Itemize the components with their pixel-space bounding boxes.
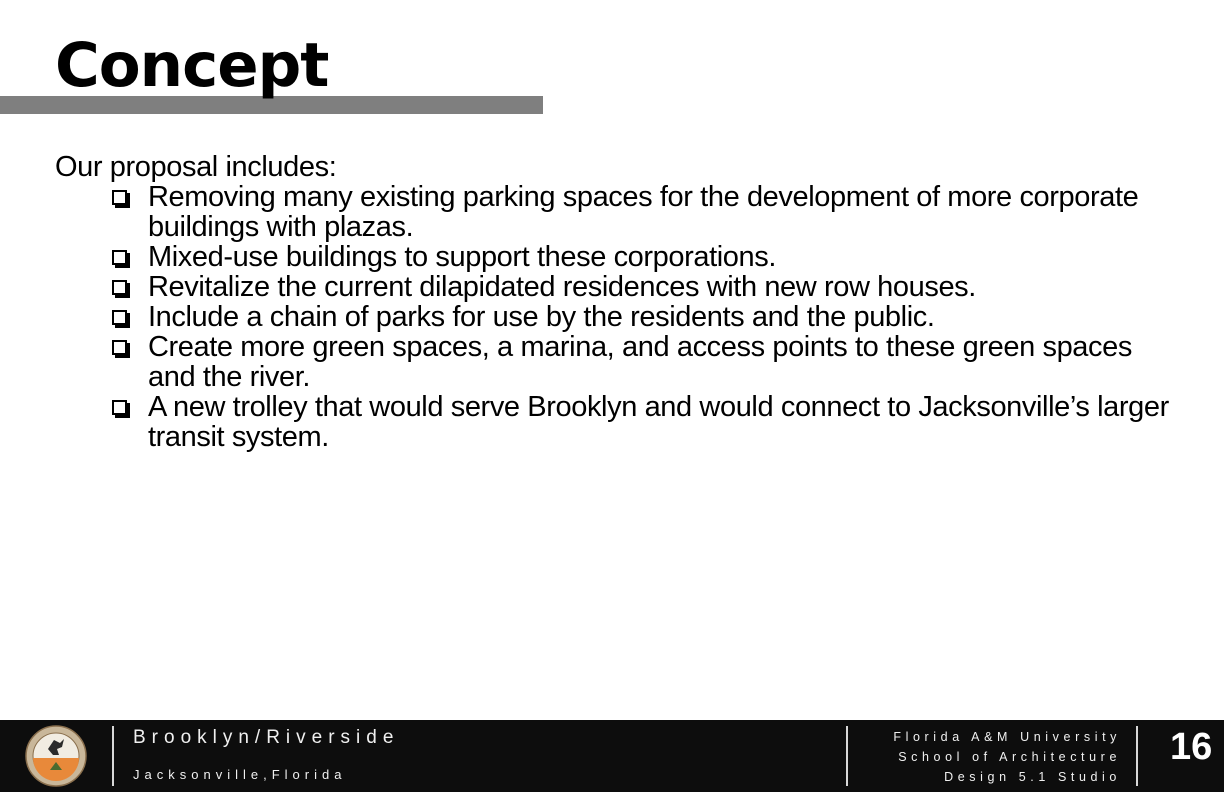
list-item: [112, 302, 1175, 332]
checkbox-bullet-icon: [112, 340, 127, 355]
school-name: School of Architecture: [898, 750, 1121, 764]
list-item-text: Create more green spaces, a marina, and access points to these green spaces and the river.: [148, 331, 1132, 393]
list-item: [112, 182, 1175, 242]
list-item: [112, 242, 1175, 272]
list-item-text: Removing many existing parking spaces for the development of more corporate buildings with plazas.: [148, 181, 1139, 243]
checkbox-bullet-icon: [112, 250, 127, 265]
list-item: [112, 392, 1175, 452]
intro-text: Our proposal includes:: [55, 151, 337, 183]
list-item-text: Mixed-use buildings to support these corporations.: [148, 241, 777, 273]
project-location: Jacksonville,Florida: [133, 767, 347, 782]
proposal-list: [55, 182, 1175, 452]
university-name: Florida A&M University: [893, 730, 1121, 744]
university-seal-logo: [24, 725, 88, 787]
checkbox-bullet-icon: [112, 400, 127, 415]
project-name: Brooklyn/Riverside: [133, 727, 400, 748]
list-item: [112, 332, 1175, 392]
list-item: [112, 272, 1175, 302]
list-item-text: Revitalize the current dilapidated residences with new row houses.: [148, 271, 976, 303]
footer-bar: [0, 720, 1224, 792]
list-item-text: Include a chain of parks for use by the residents and the public.: [148, 301, 935, 333]
list-item-text: A new trolley that would serve Brooklyn and would connect to Jacksonville’s larger transit system.: [148, 391, 1169, 453]
page-number: 16: [1170, 726, 1213, 768]
slide-body: [55, 152, 1175, 452]
footer-divider: [1136, 726, 1138, 786]
checkbox-bullet-icon: [112, 310, 127, 325]
footer-divider: [846, 726, 848, 786]
checkbox-bullet-icon: [112, 190, 127, 205]
studio-name: Design 5.1 Studio: [944, 770, 1121, 784]
footer-divider: [112, 726, 114, 786]
institution-block: [893, 727, 1121, 787]
checkbox-bullet-icon: [112, 280, 127, 295]
slide-title: Concept: [55, 30, 329, 101]
